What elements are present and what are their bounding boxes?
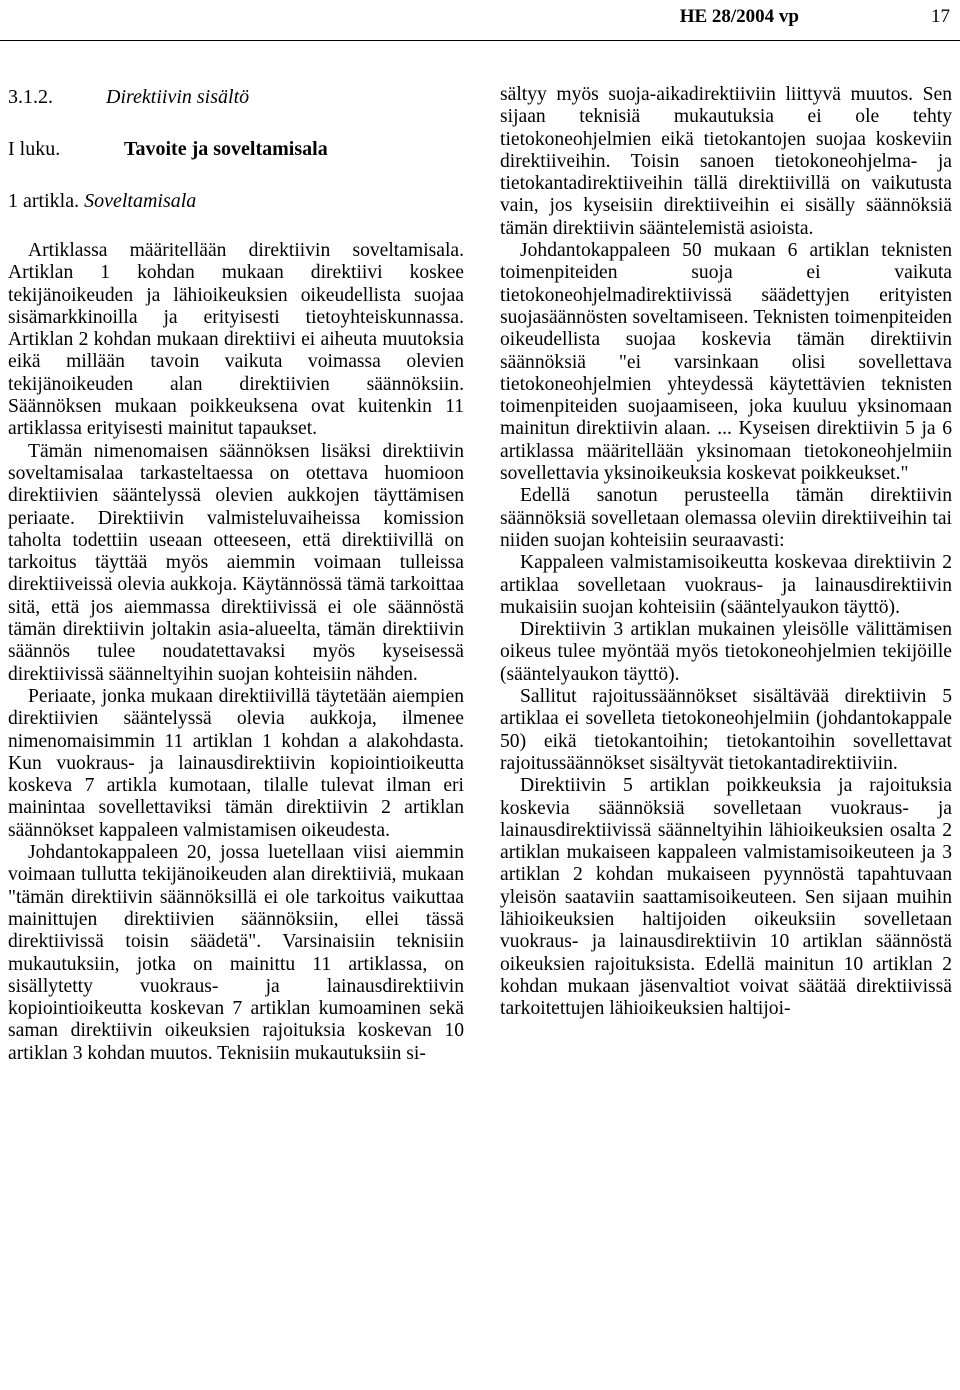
chapter-label: I luku. — [8, 138, 61, 160]
section-title: Direktiivin sisältö — [106, 86, 250, 108]
paragraph: Direktiivin 3 artiklan mukainen yleisölle välittämisen oikeus tulee myöntää myös tietokoneohjelmien tekijöille (sääntelyaukon täyttö). — [500, 619, 952, 685]
chapter-heading — [8, 138, 464, 161]
page-header — [350, 6, 950, 32]
section-heading — [8, 86, 464, 109]
article-title: Soveltamisala — [84, 190, 197, 212]
paragraph: Edellä sanotun perusteella tämän direktiivin säännöksiä sovelletaan olemassa oleviin direktiiveihin tai niiden suojan kohteisiin seuraavasti: — [500, 485, 952, 551]
paragraph: Tämän nimenomaisen säännöksen lisäksi direktiivin soveltamisalaa tarkasteltaessa on otettava huomioon direktiivien sääntelyssä olevien aukkojen täyttämisen periaate. Direktiivin valmisteluvaiheissa komission taholta todettiin useaan otteeseen, että direktiivillä on tarkoitus täyttää myös aiemmin voimaan tulleissa direktiiveissä olevia aukkoja. Käytännössä tämä tarkoittaa sitä, että jos aiemmassa direktiivissä ei ole säännöstä tämän direktiivin joltakin asia-alueelta, tämän direktiivin säännös tulee noudatettavaksi myös kyseisessä direktiivissä säänneltyihin suojan kohteisiin nähden. — [8, 440, 464, 685]
left-column-body — [8, 240, 464, 1065]
page-number: 17 — [931, 6, 950, 27]
paragraph: Kappaleen valmistamisoikeutta koskevaa direktiivin 2 artiklaa sovelletaan vuokraus- ja lainausdirektiivin mukaisiin suojan kohteisiin (sääntelyaukon täyttö). — [500, 552, 952, 618]
right-column-body — [500, 84, 952, 1020]
section-number: 3.1.2. — [8, 86, 53, 108]
paragraph: Johdantokappaleen 50 mukaan 6 artiklan teknisten toimenpiteiden suoja ei vaikuta tietokoneohjelmadirektiivissä säädettyjen erityisten suojasäännösten soveltamiseen. Teknisten toimenpiteiden oikeudellista suojaa koskevia tämän direktiivin säännöksiä "ei varsinkaan olisi sovellettava tietokoneohjelmien yhteydessä käytettävien teknisten toimenpiteiden suojaamiseen, joka kuuluu yksinomaan mainitun direktiivin alaan. ... Kyseisen direktiivin 5 ja 6 artiklassa määritellään yksinomaan tietokoneohjelmiin sovellettavia yksinoikeuksia koskevat poikkeukset." — [500, 240, 952, 485]
article-label: 1 artikla. — [8, 190, 80, 212]
paragraph: Sallitut rajoitussäännökset sisältävää direktiivin 5 artiklaa ei sovelleta tietokoneohjelmiin (johdantokappale 50) eikä tietokantoihin; tietokantoihin sovellettavat rajoitussäännökset sisältyvät tietokantadirektiiviin. — [500, 686, 952, 774]
paragraph: Direktiivin 5 artiklan poikkeuksia ja rajoituksia koskevia säännöksiä sovelletaan vuokraus- ja lainausdirektiivissä säänneltyihin lähioikeuksien osalta 2 artiklan mukaiseen kappaleen valmistamisoikeuteen ja 3 artiklan 2 kohdan mukaiseen pyynnöstä tapahtuvaan yleisön saataviin saattamisoikeuteen. Sen sijaan muihin lähioikeuksien haltijoiden oikeuksiin sovelletaan vuokraus- ja lainausdirektiivin 10 artiklan säännöstä oikeuksien rajoituksista. Edellä mainitun 10 artiklan 2 kohdan mukaan jäsenvaltiot voivat säätää direktiivissä tarkoitettujen lähioikeuksien haltijoi- — [500, 775, 952, 1020]
paragraph: sältyy myös suoja-aikadirektiiviin liittyvä muutos. Sen sijaan teknisiä mukautuksia ei ole tehty tietokoneohjelmien eikä tietokantojen suojaa koskeviin direktiiveihin. Toisin sanoen tietokoneohjelma- ja tietokantadirektiiveihin tällä direktiivillä on vaikutusta vain, jos kyseisiin direktiiveihin ei sisälly säännöksiä tämän direktiivin sääntelemistä asioista. — [500, 84, 952, 239]
header-rule — [0, 40, 960, 41]
document-id: HE 28/2004 vp — [679, 6, 799, 27]
chapter-title: Tavoite ja soveltamisala — [124, 138, 328, 160]
paragraph: Artiklassa määritellään direktiivin soveltamisala. Artiklan 1 kohdan mukaan direktiivi koskee tekijänoikeuden ja lähioikeuksien oikeudellista suojaa sisämarkkinoilla ja erityisesti tietoyhteiskunnassa. Artiklan 2 kohdan mukaan direktiivi ei aiheuta muutoksia eikä millään tavoin vaikuta voimassa olevien tekijänoikeuden alan direktiivien säännöksiin. Säännöksen mukaan poikkeuksena ovat kuitenkin 11 artiklassa erityisesti mainitut tapaukset. — [8, 240, 464, 440]
article-heading — [8, 190, 464, 213]
paragraph: Johdantokappaleen 20, jossa luetellaan viisi aiemmin voimaan tullutta tekijänoikeuden alan direktiiviä, mukaan "tämän direktiivin säännöksillä ei ole tarkoitus vaikuttaa mainittujen direktiivien säännöksiin, ellei tässä direktiivissä toisin säädetä". Varsinaisiin teknisiin mukautuksiin, jotka on mainittu 11 artiklassa, on sisällytetty vuokraus- ja lainausdirektiivin kopiointioikeutta koskevan 7 artiklan kumoaminen sekä saman direktiivin oikeuksien rajoituksia koskevan 10 artiklan 3 kohdan muutos. Teknisiin mukautuksiin si- — [8, 842, 464, 1064]
paragraph: Periaate, jonka mukaan direktiivillä täytetään aiempien direktiivien sääntelyssä olevia aukkoja, ilmenee nimenomaisimmin 11 artiklan 1 kohdan a alakohdasta. Kun vuokraus- ja lainausdirektiivin kopiointioikeutta koskeva 7 artikla kumotaan, tilalle tulevat ilman eri mainintaa sovellettaviksi tämän direktiivin 2 artiklan säännökset kappaleen valmistamisen oikeudesta. — [8, 685, 464, 841]
